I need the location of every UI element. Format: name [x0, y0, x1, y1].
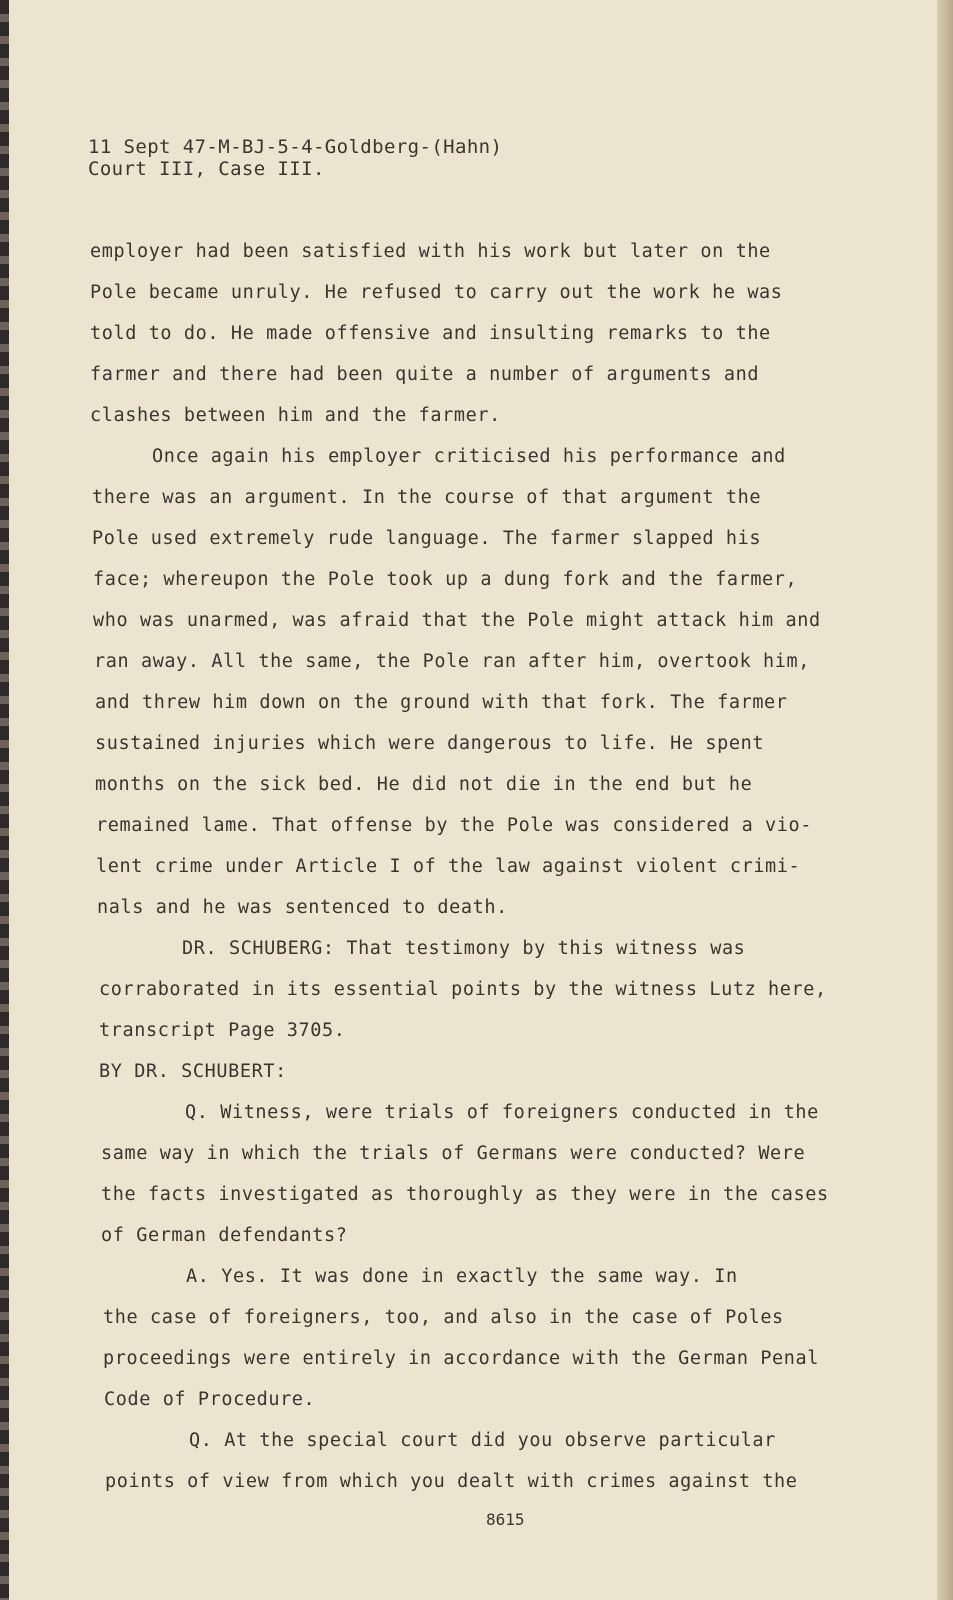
text-line: told to do. He made offensive and insulting remarks to the — [90, 323, 771, 344]
text-line: ran away. All the same, the Pole ran after him, overtook him, — [94, 651, 811, 672]
text-line: proceedings were entirely in accordance with the German Penal — [103, 1348, 820, 1369]
text-line: months on the sick bed. He did not die in the end but he — [95, 774, 753, 795]
page-edge-shadow — [937, 0, 953, 1600]
text-line: and threw him down on the ground with that fork. The farmer — [95, 692, 788, 713]
text-line: sustained injuries which were dangerous to life. He spent — [95, 733, 765, 754]
text-line: Pole used extremely rude language. The farmer slapped his — [92, 528, 762, 549]
text-line: points of view from which you dealt with crimes against the — [105, 1471, 798, 1492]
answer-line: A. Yes. It was done in exactly the same way. In — [186, 1266, 738, 1287]
text-line: Once again his employer criticised his performance and — [152, 446, 786, 467]
text-line: nals and he was sentenced to death. — [97, 897, 508, 918]
document-header — [88, 136, 502, 180]
transcript-body — [90, 231, 870, 1502]
question-line: Q. At the special court did you observe particular — [189, 1430, 776, 1451]
examiner-heading: BY DR. SCHUBERT: — [99, 1061, 287, 1082]
question-line: Q. Witness, were trials of foreigners conducted in the — [185, 1102, 819, 1123]
text-line: corraborated in its essential points by the witness Lutz here, — [99, 979, 827, 1000]
text-line: there was an argument. In the course of that argument the — [92, 487, 762, 508]
text-line: same way in which the trials of Germans were conducted? Were — [101, 1143, 806, 1164]
text-line: the case of foreigners, too, and also in the case of Poles — [103, 1307, 784, 1328]
text-line: lent crime under Article I of the law against violent crimi- — [96, 856, 801, 877]
text-line: the facts investigated as thoroughly as they were in the cases — [101, 1184, 829, 1205]
text-line: clashes between him and the farmer. — [90, 405, 501, 426]
text-line: Pole became unruly. He refused to carry out the work he was — [90, 282, 783, 303]
text-line: farmer and there had been quite a number of arguments and — [90, 364, 760, 385]
header-line-2: Court III, Case III. — [88, 158, 325, 180]
text-line: transcript Page 3705. — [99, 1020, 346, 1041]
text-line: face; whereupon the Pole took up a dung fork and the farmer, — [93, 569, 798, 590]
page-number: 8615 — [486, 1510, 525, 1529]
binding-edge — [0, 0, 9, 1600]
text-line: of German defendants? — [101, 1225, 348, 1246]
header-line-1: 11 Sept 47-M-BJ-5-4-Goldberg-(Hahn) — [88, 136, 503, 158]
text-line: who was unarmed, was afraid that the Pole might attack him and — [93, 610, 821, 631]
speaker-line: DR. SCHUBERG: That testimony by this witness was — [182, 938, 746, 959]
text-line: Code of Procedure. — [104, 1389, 316, 1410]
text-line: remained lame. That offense by the Pole was considered a vio- — [96, 815, 813, 836]
text-line: employer had been satisfied with his work but later on the — [90, 241, 771, 262]
